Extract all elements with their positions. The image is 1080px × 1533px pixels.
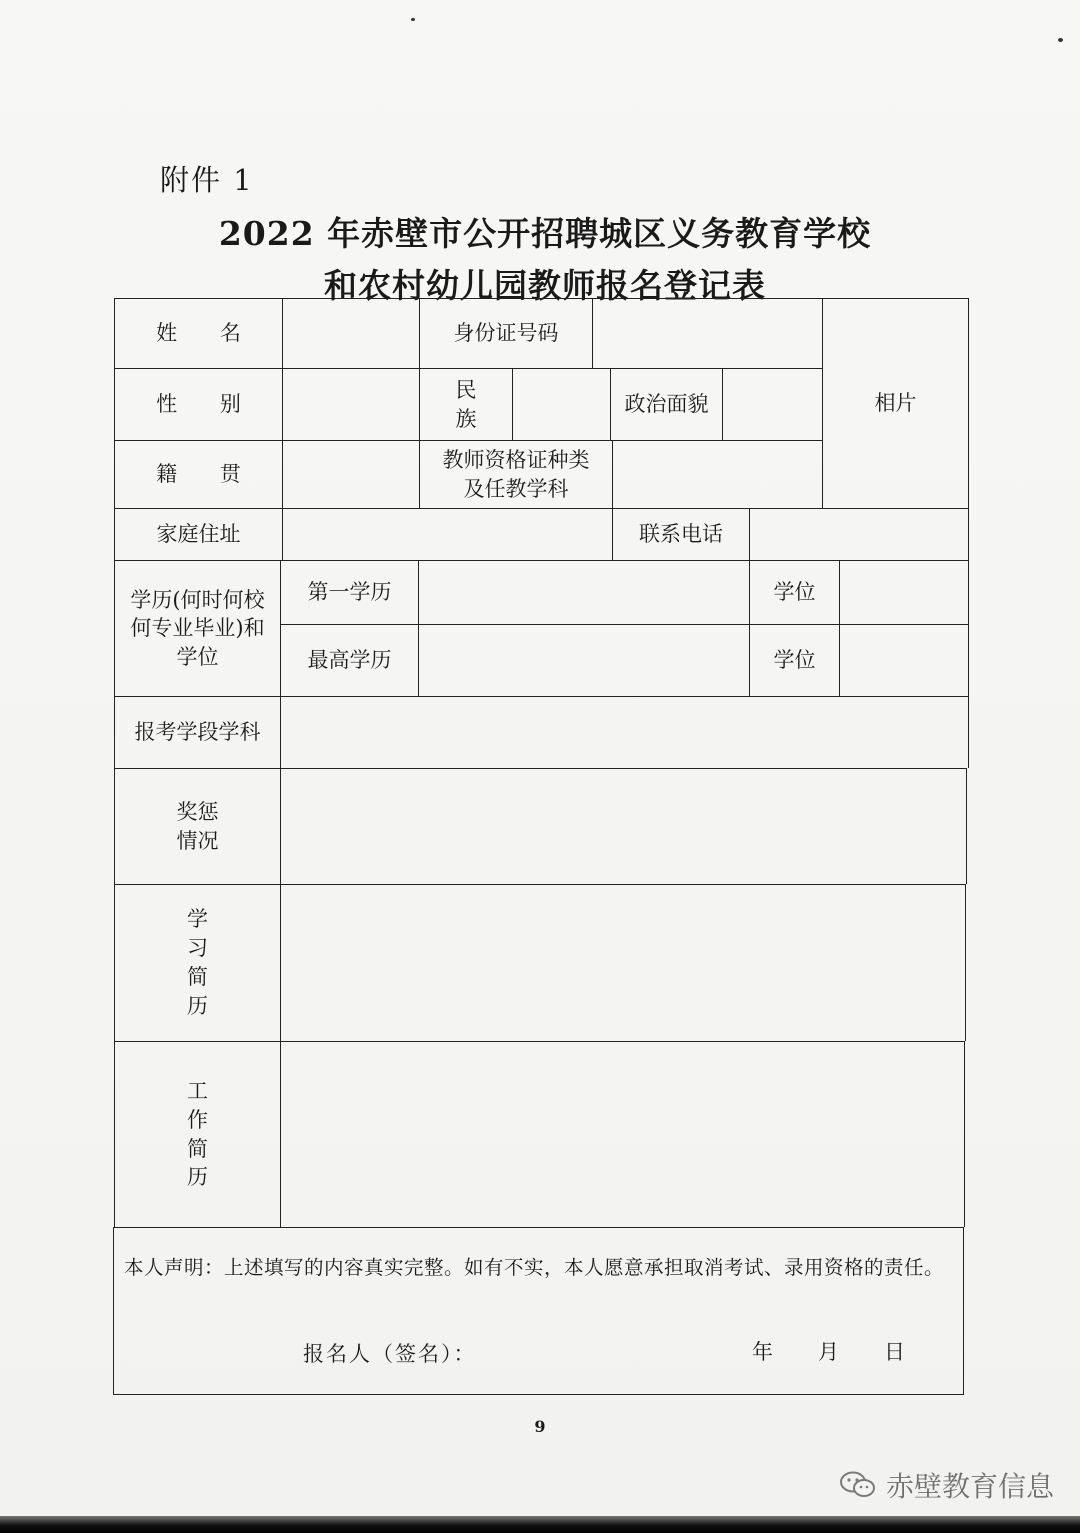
degree2-label: 学位 [773,648,816,673]
rewards-label-line1: 奖惩 [176,800,219,825]
applied-subject-label-cell [114,696,280,768]
gender-label-cell [114,368,282,440]
registration-form-table [114,298,969,1395]
id-number-label: 身份证号码 [453,321,559,346]
education-label-cell [114,560,280,696]
home-address-label-cell [114,508,282,560]
cert-type-input-cell[interactable] [612,440,822,508]
education-label-line2: 何专业毕业)和 [130,616,265,641]
gender-input-cell[interactable] [282,368,419,440]
rewards-label-line2: 情况 [176,828,219,853]
first-degree-input-cell[interactable] [418,560,749,624]
scan-speck [1058,38,1063,42]
signature-label: 报名人（签名）： [303,1342,477,1366]
first-degree-label-cell [280,560,418,624]
degree2-label-cell [749,624,839,696]
work-history-char: 作 [187,1107,208,1132]
date-month-label: 月 [818,1340,839,1364]
first-degree-label: 第一学历 [307,580,392,605]
study-history-char: 习 [187,936,208,961]
work-history-char: 工 [187,1078,208,1103]
degree1-input-cell[interactable] [839,560,969,624]
study-history-label-cell [114,884,280,1041]
study-history-char: 学 [187,907,208,932]
work-history-label-cell [114,1041,280,1227]
work-history-char: 简 [187,1136,208,1161]
degree1-label: 学位 [773,580,816,605]
ethnicity-input-cell[interactable] [512,368,610,440]
date-day-label: 日 [884,1340,905,1364]
highest-degree-label: 最高学历 [307,648,392,673]
phone-label: 联系电话 [639,522,723,547]
wechat-watermark [838,1465,1054,1505]
cert-type-label-cell [419,440,612,508]
phone-input-cell[interactable] [749,508,969,560]
degree2-input-cell[interactable] [839,624,969,696]
date-year-label: 年 [752,1340,773,1364]
scan-bottom-edge [0,1516,1080,1533]
name-input-cell[interactable] [282,298,419,368]
phone-label-cell [612,508,749,560]
highest-degree-label-cell [280,624,418,696]
cert-type-label-line2: 及任教学科 [463,476,569,501]
political-status-label-cell [610,368,722,440]
degree1-label-cell [749,560,839,624]
wechat-icon [838,1470,878,1500]
photo-label: 相片 [874,391,917,416]
education-label-line3: 学位 [176,644,219,669]
home-address-input-cell[interactable] [282,508,612,560]
native-place-label: 籍 贯 [156,462,259,487]
political-status-label: 政治面貌 [624,392,709,417]
applied-subject-input-cell[interactable] [280,696,969,768]
form-title-line1: 2022 年赤壁市公开招聘城区义务教育学校 [218,214,872,253]
ethnicity-label: 民 族 [455,378,495,431]
applied-subject-label: 报考学段学科 [134,720,261,745]
home-address-label: 家庭住址 [156,522,241,547]
attachment-label: 附件 1 [160,163,254,197]
work-history-char: 历 [187,1165,208,1190]
study-history-input-cell[interactable] [280,884,966,1041]
rewards-label-cell [114,768,280,884]
rewards-input-cell[interactable] [280,768,967,884]
scan-speck [411,18,415,21]
name-label: 姓 名 [156,321,259,346]
native-place-label-cell [114,440,282,508]
study-history-char: 简 [187,965,208,989]
education-label-line1: 学历(何时何校 [130,587,265,612]
cert-type-label-line1: 教师资格证种类 [442,448,590,473]
native-place-input-cell[interactable] [282,440,419,508]
work-history-input-cell[interactable] [280,1041,965,1227]
gender-label: 性 别 [156,392,259,417]
highest-degree-input-cell[interactable] [418,624,749,696]
form-title-line2: 和农村幼儿园教师报名登记表 [324,266,766,305]
ethnicity-label-cell [419,368,512,440]
political-status-input-cell[interactable] [722,368,822,440]
name-label-cell [114,298,282,368]
watermark-text: 赤壁教育信息 [886,1470,1055,1503]
study-history-char: 历 [187,993,208,1018]
id-number-input-cell[interactable] [592,298,822,368]
id-number-label-cell [419,298,592,368]
declaration-text: 本人声明：上述填写的内容真实完整。如有不实，本人愿意承担取消考试、录用资格的责任。 [124,1256,945,1279]
photo-cell[interactable] [822,298,969,508]
page-number: 9 [534,1417,546,1436]
